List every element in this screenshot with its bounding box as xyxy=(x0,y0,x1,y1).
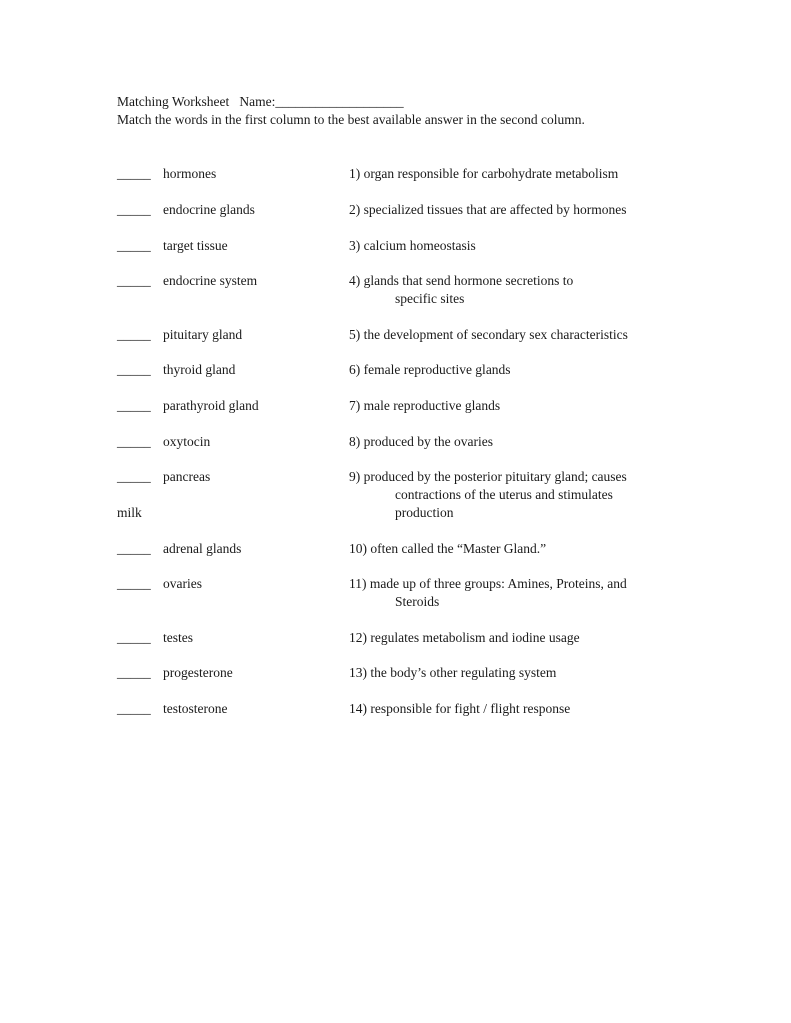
answer-14: 14) responsible for fight / flight response xyxy=(349,701,571,716)
matching-row-14 xyxy=(0,700,791,736)
matching-row-5 xyxy=(0,326,791,362)
answer-9-wrapped-word: milk xyxy=(117,505,142,520)
answer-blank: _____ xyxy=(117,238,151,253)
matching-row-6 xyxy=(0,361,791,397)
answer-13: 13) the body’s other regulating system xyxy=(349,665,557,680)
answer-blank: _____ xyxy=(117,273,151,288)
answer-9-continued: contractions of the uterus and stimulates xyxy=(395,487,613,502)
answer-blank: _____ xyxy=(117,576,151,591)
answer-1: 1) organ responsible for carbohydrate metabolism xyxy=(349,166,619,181)
answer-blank: _____ xyxy=(117,434,151,449)
matching-row-10 xyxy=(0,540,791,576)
answer-9: 9) produced by the posterior pituitary gland; causes xyxy=(349,469,627,484)
matching-row-1 xyxy=(0,165,791,201)
answer-11: 11) made up of three groups: Amines, Proteins, and xyxy=(349,576,627,591)
answer-10: 10) often called the “Master Gland.” xyxy=(349,541,547,556)
term-5: pituitary gland xyxy=(163,327,243,342)
term-12: testes xyxy=(163,630,193,645)
term-1: hormones xyxy=(163,166,217,181)
matching-row-2 xyxy=(0,201,791,237)
matching-row-7 xyxy=(0,397,791,433)
answer-11-continued: Steroids xyxy=(395,594,440,609)
term-10: adrenal glands xyxy=(163,541,242,556)
answer-8: 8) produced by the ovaries xyxy=(349,434,493,449)
term-6: thyroid gland xyxy=(163,362,236,377)
answer-4: 4) glands that send hormone secretions to xyxy=(349,273,574,288)
answer-4-continued: specific sites xyxy=(395,291,465,306)
matching-row-4 xyxy=(0,272,791,326)
term-13: progesterone xyxy=(163,665,233,680)
term-8: oxytocin xyxy=(163,434,211,449)
matching-row-9 xyxy=(0,468,791,540)
worksheet-title-line xyxy=(117,93,404,111)
answer-blank: _____ xyxy=(117,701,151,716)
answer-blank: _____ xyxy=(117,202,151,217)
answer-blank: _____ xyxy=(117,665,151,680)
matching-row-12 xyxy=(0,629,791,665)
term-2: endocrine glands xyxy=(163,202,255,217)
answer-blank: _____ xyxy=(117,327,151,342)
matching-row-13 xyxy=(0,664,791,700)
answer-blank: _____ xyxy=(117,541,151,556)
matching-row-8 xyxy=(0,433,791,469)
term-4: endocrine system xyxy=(163,273,258,288)
answer-5: 5) the development of secondary sex characteristics xyxy=(349,327,628,342)
name-field-label: Name:___________________ xyxy=(239,94,404,109)
answer-blank: _____ xyxy=(117,630,151,645)
answer-blank: _____ xyxy=(117,398,151,413)
term-7: parathyroid gland xyxy=(163,398,259,413)
instructions: Match the words in the first column to the best available answer in the second column. xyxy=(117,112,585,127)
answer-12: 12) regulates metabolism and iodine usage xyxy=(349,630,580,645)
worksheet-title: Matching Worksheet xyxy=(117,94,230,109)
matching-row-11 xyxy=(0,575,791,629)
term-9: pancreas xyxy=(163,469,211,484)
answer-blank: _____ xyxy=(117,166,151,181)
answer-blank: _____ xyxy=(117,469,151,484)
answer-9-continued-2: production xyxy=(395,505,454,520)
answer-6: 6) female reproductive glands xyxy=(349,362,511,377)
answer-2: 2) specialized tissues that are affected by hormones xyxy=(349,202,627,217)
answer-3: 3) calcium homeostasis xyxy=(349,238,476,253)
answer-7: 7) male reproductive glands xyxy=(349,398,501,413)
answer-blank: _____ xyxy=(117,362,151,377)
term-14: testosterone xyxy=(163,701,228,716)
term-3: target tissue xyxy=(163,238,228,253)
matching-row-3 xyxy=(0,237,791,273)
term-11: ovaries xyxy=(163,576,202,591)
